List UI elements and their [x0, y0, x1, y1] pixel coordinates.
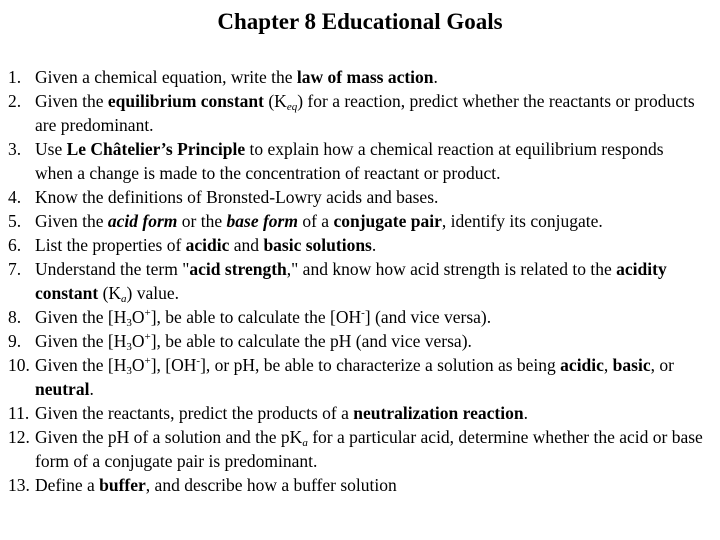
item-text: .	[433, 67, 438, 87]
key-term: base form	[226, 211, 298, 231]
item-number: 13.	[8, 475, 30, 495]
item-number: 11.	[8, 403, 30, 423]
item-text: ) for a reaction, predict whether the reactants or products are predominant.	[35, 91, 695, 135]
item-text: Use	[35, 139, 67, 159]
page-title: Chapter 8 Educational Goals	[217, 9, 503, 34]
item-number: 2.	[8, 91, 22, 111]
item-text: Given the [H	[35, 331, 127, 351]
key-term: acidic	[185, 235, 230, 255]
item-text: of a	[297, 211, 334, 231]
key-term: basic solutions	[263, 235, 372, 255]
item-number: 8.	[8, 307, 22, 327]
item-number: 6.	[8, 235, 22, 255]
list-item	[8, 233, 704, 257]
superscript: -	[361, 307, 365, 319]
subscript: a	[121, 293, 127, 305]
goals-list	[8, 65, 704, 497]
item-text: Given the [H	[35, 307, 127, 327]
item-text: ," and know how acid strength is related to the	[286, 259, 617, 279]
item-text: Given the	[35, 91, 108, 111]
item-text: ,	[603, 355, 613, 375]
list-item	[8, 89, 704, 137]
key-term: buffer	[99, 475, 146, 495]
item-text: , identify its conjugate.	[441, 211, 603, 231]
list-item	[8, 473, 704, 497]
item-number: 12.	[8, 427, 30, 447]
key-term: acid form	[107, 211, 178, 231]
list-item	[8, 353, 704, 401]
item-text: Given the pH of a solution and the pK	[35, 427, 303, 447]
key-term: conjugate pair	[333, 211, 442, 231]
item-text: Given the	[35, 211, 108, 231]
subscript: a	[302, 437, 308, 449]
item-text: for a particular acid, determine whether the acid or base form of a conjugate pair is predominant.	[35, 427, 703, 471]
key-term: law of mass action	[296, 67, 434, 87]
key-term: neutral	[35, 379, 90, 399]
item-text: ], be able to calculate the [OH	[150, 307, 362, 327]
item-text: O	[131, 307, 145, 327]
item-text: ) value.	[126, 283, 180, 303]
subscript: eq	[286, 101, 298, 113]
superscript: +	[144, 331, 151, 343]
list-item	[8, 257, 704, 305]
list-item	[8, 137, 704, 185]
item-text: O	[131, 331, 145, 351]
key-term: acidity constant	[35, 259, 667, 303]
item-number: 7.	[8, 259, 22, 279]
item-text: .	[371, 235, 377, 255]
key-term: acid strength	[189, 259, 287, 279]
item-text: Know the definitions of Bronsted-Lowry acids and bases.	[35, 187, 439, 207]
superscript: -	[196, 355, 201, 367]
item-text: ], [OH	[150, 355, 197, 375]
list-item	[8, 65, 704, 89]
item-text: , and describe how a buffer solution	[145, 475, 397, 495]
item-text: O	[131, 355, 145, 375]
item-text: Given the reactants, predict the products of a	[35, 403, 354, 423]
item-text: (K	[98, 283, 122, 303]
item-text: List the properties of	[35, 235, 186, 255]
item-text: to explain how a chemical reaction at equilibrium responds when a change is made to the concentration of reactant or product.	[35, 139, 664, 183]
item-number: 3.	[8, 139, 22, 159]
subscript: 3	[126, 317, 132, 329]
key-term: Le Châtelier’s Principle	[66, 139, 246, 159]
list-item	[8, 425, 704, 473]
item-text: , or	[650, 355, 674, 375]
item-text: ], or pH, be able to characterize a solution as being	[200, 355, 561, 375]
list-item	[8, 185, 704, 209]
list-item	[8, 305, 704, 329]
item-number: 1.	[8, 67, 22, 87]
item-text: .	[89, 379, 94, 399]
item-text: Understand the term "	[35, 259, 190, 279]
list-item	[8, 329, 704, 353]
item-text: Define a	[35, 475, 100, 495]
list-item	[8, 401, 704, 425]
item-text: and	[229, 235, 264, 255]
item-text: Given a chemical equation, write the	[35, 67, 297, 87]
item-number: 5.	[8, 211, 22, 231]
subscript: 3	[126, 341, 132, 353]
item-text: .	[523, 403, 528, 423]
key-term: neutralization reaction	[353, 403, 524, 423]
superscript: +	[144, 355, 151, 367]
superscript: +	[144, 307, 151, 319]
key-term: basic	[612, 355, 651, 375]
item-number: 4.	[8, 187, 22, 207]
key-term: acidic	[560, 355, 604, 375]
key-term: equilibrium constant	[107, 91, 264, 111]
item-text: ] (and vice versa).	[364, 307, 492, 327]
item-number: 10.	[8, 355, 30, 375]
item-text: Given the [H	[35, 355, 127, 375]
subscript: 3	[126, 365, 132, 377]
item-text: or the	[177, 211, 227, 231]
list-item	[8, 209, 704, 233]
item-text: ], be able to calculate the pH (and vice versa).	[150, 331, 472, 351]
item-text: (K	[263, 91, 287, 111]
item-number: 9.	[8, 331, 22, 351]
